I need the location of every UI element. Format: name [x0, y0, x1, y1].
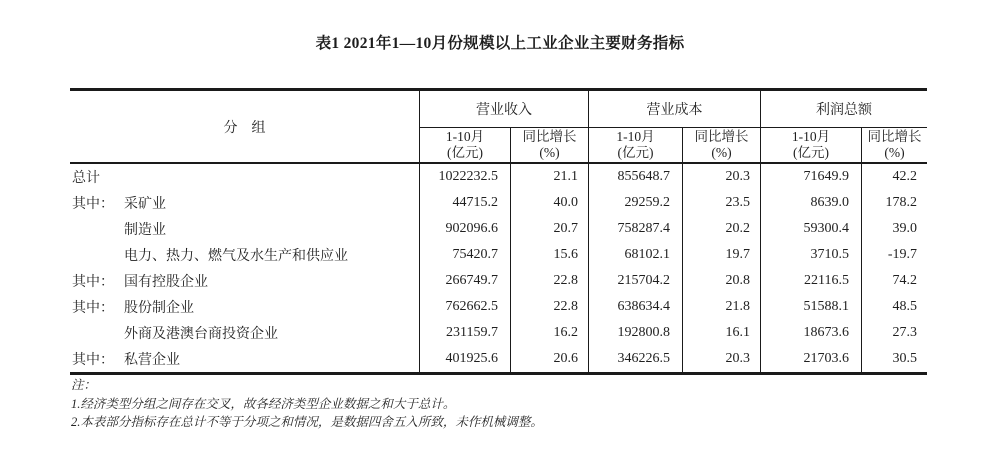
row-label-name: 采矿业 [124, 197, 166, 212]
row-label-name: 制造业 [124, 223, 166, 238]
subheader-revenue-period [419, 128, 510, 164]
cell-profit-amount: 8639.0 [760, 190, 861, 216]
subheader-line: (%) [539, 145, 560, 160]
subheader-line: (亿元) [617, 145, 654, 160]
row-label-name: 国有控股企业 [124, 275, 208, 290]
subheader-line: 1-10月 [616, 128, 655, 144]
subheader-line: 同比增长 [867, 128, 922, 144]
cell-cost-growth: 20.3 [682, 164, 760, 190]
subheader-cost-period [588, 128, 682, 164]
subheader-line: (%) [711, 145, 732, 160]
cell-revenue-amount: 231159.7 [419, 320, 510, 346]
row-label [70, 216, 419, 242]
subheader-line: 1-10月 [445, 128, 485, 144]
cell-profit-amount: 18673.6 [760, 320, 861, 346]
subheader-revenue-growth [510, 128, 588, 164]
row-label [70, 294, 419, 320]
cell-cost-amount: 855648.7 [588, 164, 682, 190]
row-label [70, 320, 419, 346]
cell-cost-growth: 21.8 [682, 294, 760, 320]
subheader-line: 同比增长 [694, 128, 749, 144]
notes-block [71, 376, 543, 432]
subheader-cost-growth [682, 128, 760, 164]
subheader-line: 1-10月 [791, 128, 831, 144]
cell-profit-growth: 30.5 [861, 346, 927, 372]
cell-revenue-growth: 20.6 [510, 346, 588, 372]
cell-profit-amount: 3710.5 [760, 242, 861, 268]
cell-profit-growth: -19.7 [861, 242, 927, 268]
cell-cost-growth: 20.8 [682, 268, 760, 294]
cell-cost-amount: 758287.4 [588, 216, 682, 242]
cell-revenue-growth: 22.8 [510, 294, 588, 320]
cell-revenue-growth: 15.6 [510, 242, 588, 268]
cell-revenue-amount: 75420.7 [419, 242, 510, 268]
cell-revenue-growth: 16.2 [510, 320, 588, 346]
row-label [70, 268, 419, 294]
cell-profit-amount: 59300.4 [760, 216, 861, 242]
row-label [70, 242, 419, 268]
cell-profit-growth: 42.2 [861, 164, 927, 190]
cell-cost-amount: 346226.5 [588, 346, 682, 372]
cell-cost-amount: 192800.8 [588, 320, 682, 346]
subheader-line: 同比增长 [522, 128, 577, 144]
cell-revenue-amount: 401925.6 [419, 346, 510, 372]
note-item-1: 1.经济类型分组之间存在交叉，故各经济类型企业数据之和大于总计。 [71, 396, 456, 411]
row-label [70, 164, 419, 190]
row-label-name: 总计 [72, 171, 100, 186]
cell-cost-amount: 638634.4 [588, 294, 682, 320]
subheader-line: (亿元) [793, 145, 829, 160]
cell-cost-growth: 20.2 [682, 216, 760, 242]
cell-cost-amount: 68102.1 [588, 242, 682, 268]
cell-profit-growth: 48.5 [861, 294, 927, 320]
cell-profit-amount: 71649.9 [760, 164, 861, 190]
subheader-profit-period [760, 128, 861, 164]
row-label-prefix: 其中： [72, 197, 114, 212]
cell-cost-growth: 20.3 [682, 346, 760, 372]
cell-cost-growth: 16.1 [682, 320, 760, 346]
group-column-header: 分 组 [70, 91, 419, 164]
cell-profit-amount: 21703.6 [760, 346, 861, 372]
cell-revenue-amount: 1022232.5 [419, 164, 510, 190]
cell-revenue-growth: 20.7 [510, 216, 588, 242]
note-item-2: 2.本表部分指标存在总计不等于分项之和情况，是数据四舍五入所致，未作机械调整。 [71, 415, 543, 429]
cell-cost-growth: 23.5 [682, 190, 760, 216]
cell-revenue-amount: 266749.7 [419, 268, 510, 294]
cell-profit-growth: 178.2 [861, 190, 927, 216]
cell-revenue-growth: 22.8 [510, 268, 588, 294]
row-label-name: 私营企业 [124, 353, 180, 368]
table-title: 表1 2021年1—10月份规模以上工业企业主要财务指标 [315, 35, 685, 52]
cell-revenue-amount: 762662.5 [419, 294, 510, 320]
row-label-name: 股份制企业 [124, 301, 194, 316]
row-label-name: 电力、热力、燃气及水生产和供应业 [124, 249, 348, 264]
notes-heading: 注： [71, 378, 97, 392]
cell-cost-amount: 29259.2 [588, 190, 682, 216]
row-label [70, 190, 419, 216]
cell-revenue-growth: 40.0 [510, 190, 588, 216]
cell-cost-growth: 19.7 [682, 242, 760, 268]
row-label-name: 外商及港澳台商投资企业 [124, 327, 278, 342]
col-group-cost: 营业成本 [588, 91, 760, 128]
subheader-profit-growth [861, 128, 927, 164]
cell-profit-growth: 74.2 [861, 268, 927, 294]
row-label-prefix: 其中： [72, 301, 114, 316]
cell-cost-amount: 215704.2 [588, 268, 682, 294]
col-group-revenue: 营业收入 [419, 91, 588, 128]
cell-revenue-amount: 44715.2 [419, 190, 510, 216]
cell-profit-amount: 51588.1 [760, 294, 861, 320]
row-label [70, 346, 419, 372]
subheader-line: (%) [884, 145, 905, 160]
cell-profit-growth: 27.3 [861, 320, 927, 346]
cell-profit-amount: 22116.5 [760, 268, 861, 294]
col-group-profit: 利润总额 [760, 91, 927, 128]
cell-revenue-growth: 21.1 [510, 164, 588, 190]
subheader-line: (亿元) [447, 145, 483, 160]
financial-table [70, 88, 927, 375]
cell-profit-growth: 39.0 [861, 216, 927, 242]
row-label-prefix: 其中： [72, 353, 114, 368]
row-label-prefix: 其中： [72, 275, 114, 290]
cell-revenue-amount: 902096.6 [419, 216, 510, 242]
